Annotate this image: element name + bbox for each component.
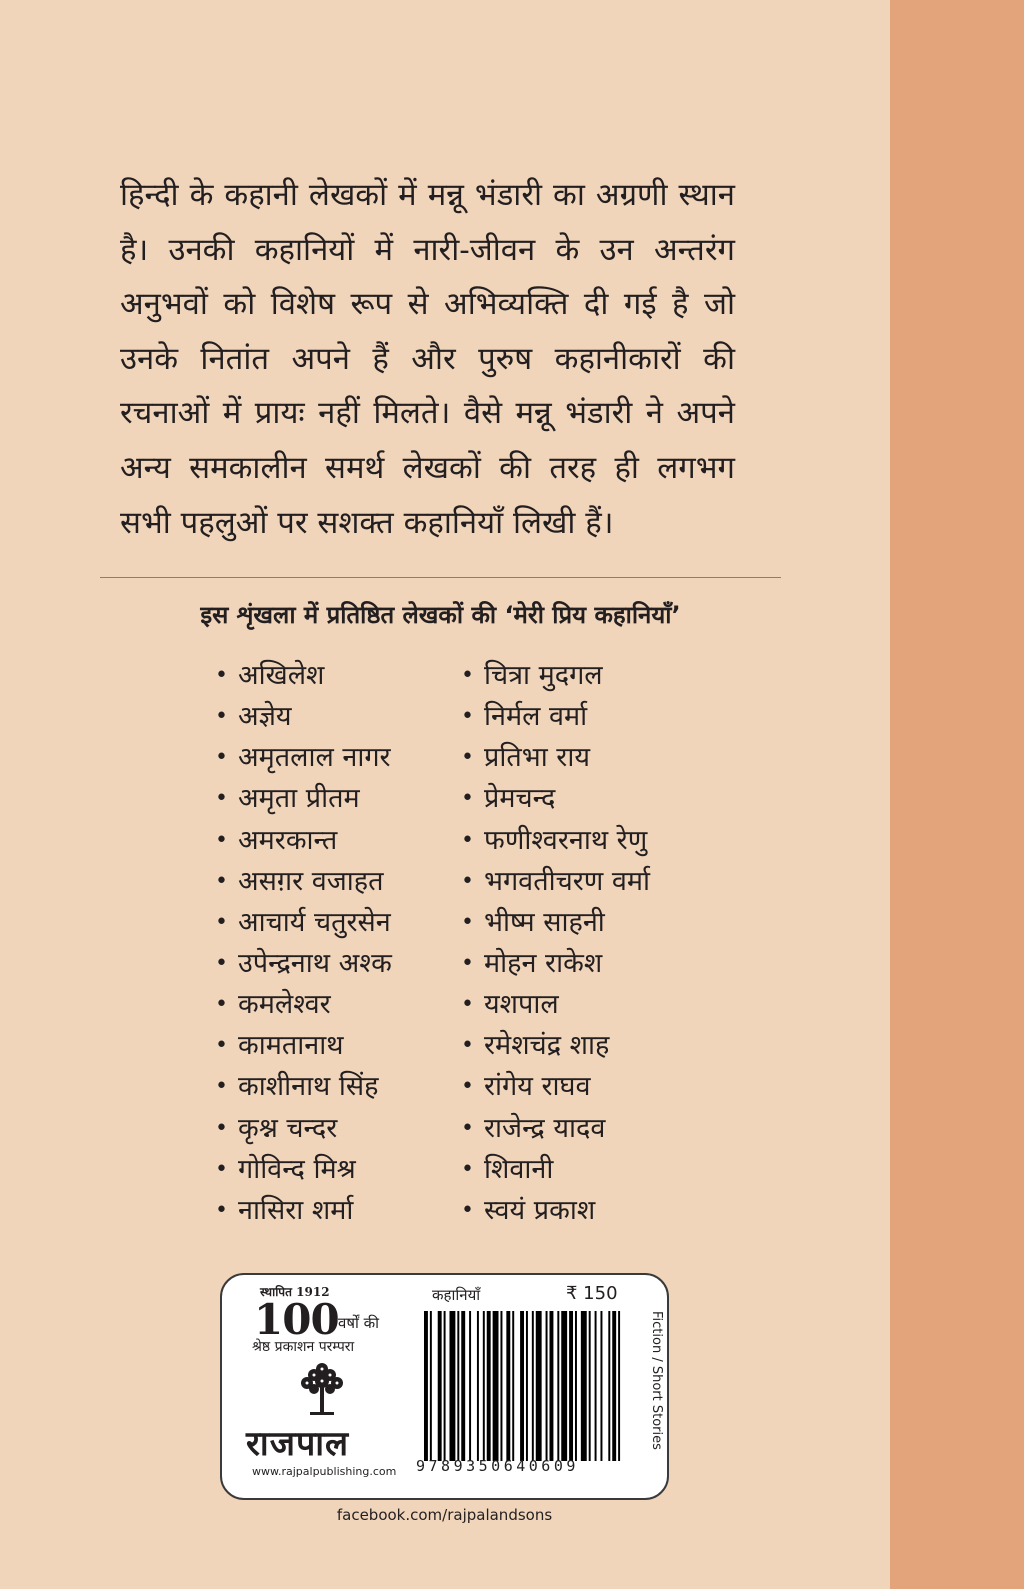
bullet-icon: • — [215, 1156, 228, 1182]
barcode-bar — [546, 1311, 548, 1461]
blurb-text: हिन्दी के कहानी लेखकों में मन्नू भंडारी का अग्रणी स्थान है। उनकी कहानियों में नारी-जीवन के उन अन्तरंग अनुभवों को विशेष रूप से अभिव्यक्ति दी गई है जो उनके नितांत अपने हैं और पुरुष कहानीकारों की रचनाओं में प्रायः नहीं मिलते। वैसे मन्नू भंडारी ने अपने अन्य समकालीन समर्थ लेखकों की तरह ही लगभग सभी पहलुओं पर सशक्त कहानियाँ लिखी हैं। — [120, 177, 735, 541]
barcode-bar — [520, 1311, 524, 1461]
barcode-bar — [575, 1311, 577, 1461]
barcode-bar — [477, 1311, 479, 1461]
author-item — [461, 655, 650, 696]
bullet-icon: • — [215, 992, 228, 1018]
bullet-icon: • — [215, 1033, 228, 1059]
author-item — [461, 1025, 650, 1066]
author-name: यशपाल — [484, 989, 559, 1021]
category-label: Fiction / Short Stories — [649, 1311, 664, 1450]
barcode-bar — [483, 1311, 485, 1461]
author-item — [461, 984, 650, 1025]
author-name: अखिलेश — [238, 660, 325, 691]
author-name: असग़र वजाहत — [238, 865, 384, 897]
bullet-icon: • — [215, 827, 228, 853]
author-name: चित्रा मुदगल — [484, 660, 603, 691]
barcode-bar — [469, 1311, 471, 1461]
author-list-right — [461, 655, 650, 1231]
author-item — [215, 902, 392, 943]
barcode-bar — [612, 1311, 616, 1461]
author-name: गोविन्द मिश्र — [238, 1153, 356, 1185]
author-name: कामतानाथ — [238, 1030, 344, 1062]
author-name: मोहन राकेश — [484, 947, 603, 979]
author-item — [461, 902, 650, 943]
author-item — [461, 943, 650, 984]
isbn-barcode — [424, 1311, 624, 1461]
author-item — [215, 820, 392, 861]
barcode-bar — [500, 1311, 502, 1461]
author-name: राजेन्द्र यादव — [484, 1112, 606, 1144]
barcode-bar — [461, 1311, 465, 1461]
genre-label: कहानियाँ — [432, 1286, 481, 1304]
tree-icon — [292, 1359, 352, 1419]
barcode-bar — [424, 1311, 428, 1461]
author-item — [461, 778, 650, 819]
barcode-bar — [581, 1311, 587, 1461]
isbn-digits: 9789350640609 — [416, 1457, 579, 1475]
barcode-bar — [600, 1311, 602, 1461]
barcode-bar — [549, 1311, 553, 1461]
bullet-icon: • — [461, 827, 474, 853]
bullet-icon: • — [461, 950, 474, 976]
bullet-icon: • — [215, 1074, 228, 1100]
author-name: उपेन्द्रनाथ अश्क — [238, 947, 392, 979]
publisher-brand: राजपाल — [246, 1424, 350, 1464]
barcode-bar — [532, 1311, 534, 1461]
author-name: निर्मल वर्मा — [484, 701, 588, 733]
bullet-icon: • — [461, 1115, 474, 1141]
barcode-bar — [444, 1311, 446, 1461]
bullet-icon: • — [461, 909, 474, 935]
author-item — [461, 1149, 650, 1190]
bullet-icon: • — [215, 868, 228, 894]
bullet-icon: • — [215, 663, 228, 688]
author-name: अमरकान्त — [238, 824, 338, 856]
author-item — [215, 943, 392, 984]
bullet-icon: • — [461, 745, 474, 771]
barcode-bar — [536, 1311, 542, 1461]
bullet-icon: • — [215, 786, 228, 812]
barcode-bar — [589, 1311, 591, 1461]
barcode-bar — [561, 1311, 567, 1461]
facebook-link: facebook.com/rajpalandsons — [336, 1506, 553, 1524]
author-item — [215, 1190, 392, 1231]
bullet-icon: • — [461, 1074, 474, 1100]
author-item — [215, 984, 392, 1025]
bullet-icon: • — [461, 992, 474, 1018]
barcode-bar — [618, 1311, 620, 1461]
barcode-bar — [449, 1311, 455, 1461]
bullet-icon: • — [461, 1197, 474, 1223]
barcode-bar — [487, 1311, 491, 1461]
author-item — [461, 820, 650, 861]
barcode-bar — [438, 1311, 442, 1461]
bullet-icon: • — [215, 1197, 228, 1223]
publisher-barcode-card — [220, 1273, 669, 1500]
author-item — [461, 1190, 650, 1231]
author-name: प्रेमचन्द — [484, 783, 556, 815]
author-name: नासिरा शर्मा — [238, 1194, 354, 1226]
barcode-bar — [526, 1311, 528, 1461]
author-item — [461, 861, 650, 902]
author-item — [215, 737, 392, 778]
barcode-bar — [608, 1311, 610, 1461]
author-name: आचार्य चतुरसेन — [238, 906, 391, 938]
publisher-website: www.rajpalpublishing.com — [252, 1465, 397, 1478]
author-item — [215, 861, 392, 902]
author-name: काशीनाथ सिंह — [238, 1071, 379, 1103]
bullet-icon: • — [215, 745, 228, 771]
author-item — [215, 1066, 392, 1107]
author-item — [215, 655, 392, 696]
bullet-icon: • — [461, 1156, 474, 1182]
author-name: अमृतलाल नागर — [238, 742, 391, 774]
author-item — [461, 1108, 650, 1149]
barcode-bar — [569, 1311, 573, 1461]
barcode-bar — [557, 1311, 559, 1461]
author-item — [215, 1149, 392, 1190]
author-item — [461, 696, 650, 737]
author-item — [215, 1025, 392, 1066]
author-item — [215, 696, 392, 737]
bullet-icon: • — [461, 868, 474, 894]
barcode-bar — [493, 1311, 499, 1461]
author-name: भीष्म साहनी — [484, 906, 605, 938]
author-name: कृश्न चन्दर — [238, 1112, 338, 1144]
bullet-icon: • — [215, 909, 228, 935]
bullet-icon: • — [461, 704, 474, 730]
established-text: स्थापित 1912 — [260, 1285, 330, 1299]
author-item — [215, 778, 392, 819]
barcode-bar — [457, 1311, 459, 1461]
barcode-bar — [506, 1311, 510, 1461]
barcode-bar — [430, 1311, 432, 1461]
bullet-icon: • — [215, 950, 228, 976]
author-name: रांगेय राघव — [484, 1071, 591, 1103]
author-name: अमृता प्रीतम — [238, 783, 360, 815]
bullet-icon: • — [215, 704, 228, 730]
tradition-text: श्रेष्ठ प्रकाशन परम्परा — [252, 1339, 355, 1355]
author-list-left — [215, 655, 392, 1231]
spine-strip — [890, 0, 1024, 1589]
author-name: फणीश्वरनाथ रेणु — [484, 824, 648, 856]
author-name: प्रतिभा राय — [484, 742, 590, 774]
author-item — [215, 1108, 392, 1149]
bullet-icon: • — [215, 1115, 228, 1141]
barcode-bar — [595, 1311, 597, 1461]
author-name: भगवतीचरण वर्मा — [484, 865, 651, 897]
bullet-icon: • — [461, 786, 474, 812]
barcode-bar — [512, 1311, 514, 1461]
price-label: ₹ 150 — [566, 1283, 618, 1304]
hundred-years-number: 100 — [254, 1295, 339, 1344]
author-item — [461, 1066, 650, 1107]
bullet-icon: • — [461, 663, 474, 688]
author-name: अज्ञेय — [238, 701, 292, 733]
author-name: रमेशचंद्र शाह — [484, 1030, 610, 1062]
author-name: शिवानी — [484, 1153, 554, 1185]
bullet-icon: • — [461, 1033, 474, 1059]
series-heading: इस शृंखला में प्रतिष्ठित लेखकों की ‘मेरी प्रिय कहानियाँ’ — [200, 601, 681, 629]
divider — [100, 577, 781, 578]
years-text: वर्षों की — [338, 1314, 380, 1332]
author-name: स्वयं प्रकाश — [484, 1194, 596, 1226]
author-item — [461, 737, 650, 778]
author-name: कमलेश्वर — [238, 989, 331, 1021]
